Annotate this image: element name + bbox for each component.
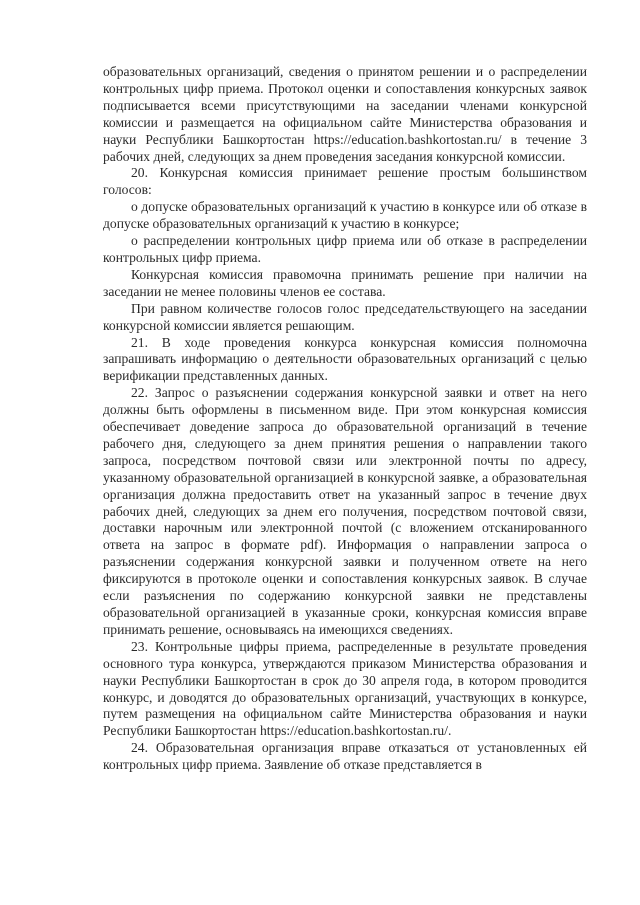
paragraph-item-24: 24. Образовательная организация вправе отказаться от установленных ей контрольных цифр приема. Заявление об отказе представляется в	[103, 740, 587, 773]
paragraph-item-20: 20. Конкурсная комиссия принимает решение простым большинством голосов:	[103, 165, 587, 198]
document-page	[103, 64, 587, 774]
paragraph-item-21: 21. В ходе проведения конкурса конкурсная комиссия полномочна запрашивать информацию о деятельности образовательных организаций с целью верификации представленных данных.	[103, 334, 587, 384]
paragraph-continuation: образовательных организаций, сведения о принятом решении и о распределении контрольных цифр приема. Протокол оценки и сопоставления конкурсных заявок подписывается всеми присутствующими на заседании членами конкурсной комиссии и размещается на официальном сайте Министерства образования и науки Республики Башкортостан https://education.bashkortostan.ru/ в течение 3 рабочих дней, следующих за днем проведения заседания конкурсной комиссии.	[103, 64, 587, 164]
paragraph-casting-vote: При равном количестве голосов голос председательствующего на заседании конкурсной комиссии является решающим.	[103, 300, 587, 333]
paragraph-item-22: 22. Запрос о разъяснении содержания конкурсной заявки и ответ на него должны быть оформлены в письменном виде. При этом конкурсная комиссия обеспечивает доведение запроса до образовательной организаций в течение рабочего дня, следующего за днем принятия решения о направлении такого запроса, посредством почтовой связи или электронной почты по адресу, указанному образовательной организацией в конкурсной заявке, а образовательная организация должна предоставить ответ на указанный запрос в течение двух рабочих дней, следующих за днем его получения, посредством почтовой связи, доставки нарочным или электронной почтой (с вложением отсканированного ответа на запрос в формате pdf). Информация о направлении запроса о разъяснении содержания конкурсной заявки и полученном ответе на него фиксируются в протоколе оценки и сопоставления конкурсных заявок. В случае если разъяснения по содержанию конкурсной заявки не представлены образовательной организацией в указанные сроки, конкурсная комиссия вправе принимать решение, основываясь на имеющихся сведениях.	[103, 385, 587, 637]
paragraph-admission-decision: о допуске образовательных организаций к участию в конкурсе или об отказе в допуске образовательных организаций к участию в конкурсе;	[103, 199, 587, 232]
paragraph-distribution-decision: о распределении контрольных цифр приема или об отказе в распределении контрольных цифр приема.	[103, 233, 587, 265]
paragraph-item-23: 23. Контрольные цифры приема, распределенные в результате проведения основного тура конкурса, утверждаются приказом Министерства образования и науки Республики Башкортостан в срок до 30 апреля года, в котором проводится конкурс, и доводятся до образовательных организаций, участвующих в конкурсе, путем размещения на официальном сайте Министерства образования и науки Республики Башкортостан https://education.bashkortostan.ru/.	[103, 638, 587, 739]
paragraph-quorum: Конкурсная комиссия правомочна принимать решение при наличии на заседании не менее половины членов ее состава.	[103, 266, 587, 299]
